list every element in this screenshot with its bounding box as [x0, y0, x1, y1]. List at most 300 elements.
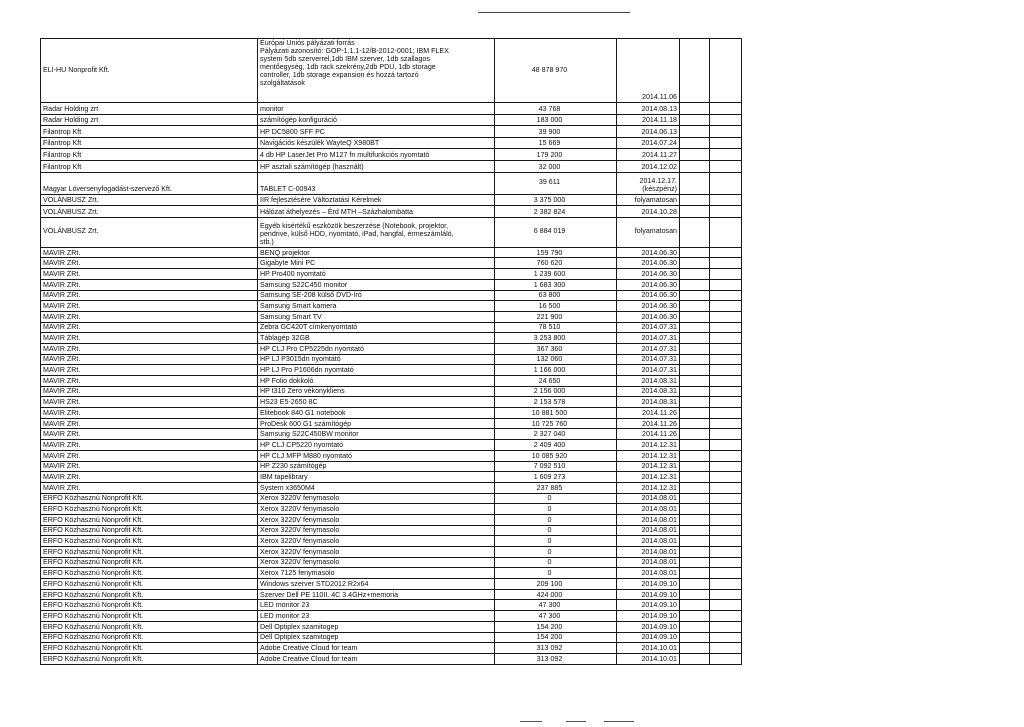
empty-cell: [680, 343, 710, 354]
desc-cell: Elitebook 840 G1 notebook: [258, 408, 495, 419]
desc-cell: monitor: [258, 103, 495, 115]
table-row: [41, 322, 742, 333]
desc-cell: Navigációs készülék WayteQ X980BT: [258, 137, 495, 149]
amount-cell: 179 200: [495, 149, 617, 161]
table-row: [41, 149, 742, 161]
amount-cell: 0: [495, 514, 617, 525]
org-cell: VOLÁNBUSZ Zrt.: [41, 194, 258, 206]
amount-cell: 2 156 000: [495, 386, 617, 397]
empty-cell: [680, 247, 710, 258]
empty-cell: [710, 525, 742, 536]
date-cell: 2014.06.30: [617, 269, 680, 280]
date-cell: 2014.12.31: [617, 482, 680, 493]
org-cell: MAVIR ZRt.: [41, 386, 258, 397]
empty-cell: [710, 472, 742, 483]
table-row: [41, 408, 742, 419]
empty-cell: [680, 653, 710, 664]
org-cell: ERFO Közhasznú Nonprofit Kft.: [41, 653, 258, 664]
org-cell: MAVIR ZRt.: [41, 376, 258, 387]
org-cell: Filantrop Kft: [41, 137, 258, 149]
desc-cell: Samsung S22C450BW monitor: [258, 429, 495, 440]
desc-line: Európai Uniós pályázati forrás: [260, 39, 355, 47]
amount-cell: 313 092: [495, 643, 617, 654]
desc-cell: TABLET C-00943: [258, 172, 495, 194]
amount-cell: 48 878 970: [495, 39, 617, 103]
empty-cell: [680, 322, 710, 333]
org-cell: ERFO Közhasznú Nonprofit Kft.: [41, 579, 258, 590]
amount-cell: 2 153 578: [495, 397, 617, 408]
org-cell: ERFO Közhasznú Nonprofit Kft.: [41, 536, 258, 547]
date-cell: 2014.12.31: [617, 472, 680, 483]
amount-cell: 313 092: [495, 653, 617, 664]
org-cell: MAVIR ZRt.: [41, 269, 258, 280]
date-cell: 2014.12.31: [617, 440, 680, 451]
date-cell: 2014.06.30: [617, 247, 680, 258]
empty-cell: [710, 643, 742, 654]
amount-cell: 10 881 500: [495, 408, 617, 419]
org-cell: Magyar Lóversenyfogadást-szervező Kft.: [41, 172, 258, 194]
date-cell: 2014.08.01: [617, 504, 680, 515]
empty-cell: [680, 333, 710, 344]
empty-cell: [680, 568, 710, 579]
desc-cell: Xerox 7125 fenymasolo: [258, 568, 495, 579]
desc-cell: Gigabyte Mini PC: [258, 258, 495, 269]
desc-line: mentőegység, 1db rack szekrény,2db PDU, 1db storage: [260, 62, 436, 71]
empty-cell: [710, 279, 742, 290]
table-row: [41, 217, 742, 247]
org-cell: MAVIR ZRt.: [41, 365, 258, 376]
date-cell: 2014.10.01: [617, 653, 680, 664]
date-cell: 2014.06.30: [617, 301, 680, 312]
empty-cell: [710, 418, 742, 429]
org-cell: ERFO Közhasznú Nonprofit Kft.: [41, 504, 258, 515]
empty-cell: [680, 547, 710, 558]
desc-cell: IIR fejlesztésére Változtatási Kérelmek: [258, 194, 495, 206]
table-row: [41, 536, 742, 547]
amount-cell: 221 900: [495, 311, 617, 322]
amount-cell: 63 800: [495, 290, 617, 301]
empty-cell: [680, 589, 710, 600]
org-cell: ERFO Közhasznú Nonprofit Kft.: [41, 547, 258, 558]
bottom-marks: [520, 721, 660, 723]
empty-cell: [680, 418, 710, 429]
empty-cell: [680, 579, 710, 590]
table-row: [41, 589, 742, 600]
org-cell: MAVIR ZRt.: [41, 258, 258, 269]
amount-cell: 24 650: [495, 376, 617, 387]
desc-cell: ProDesk 600 G1 számítógép: [258, 418, 495, 429]
org-cell: MAVIR ZRt.: [41, 333, 258, 344]
desc-cell: Dell Optiplex szamitogep: [258, 632, 495, 643]
empty-cell: [680, 643, 710, 654]
table-row: [41, 365, 742, 376]
amount-cell: 32 000: [495, 160, 617, 172]
date-cell: 2014.07.31: [617, 322, 680, 333]
empty-cell: [710, 137, 742, 149]
empty-cell: [680, 632, 710, 643]
empty-cell: [710, 653, 742, 664]
amount-cell: 1 683 300: [495, 279, 617, 290]
table-row: [41, 172, 742, 194]
org-cell: MAVIR ZRt.: [41, 290, 258, 301]
empty-cell: [680, 311, 710, 322]
date-cell: 2014.09.10: [617, 632, 680, 643]
date-cell: 2014.08.01: [617, 547, 680, 558]
amount-cell: 183 000: [495, 114, 617, 126]
desc-cell: LED monitor 23: [258, 611, 495, 622]
org-cell: MAVIR ZRt.: [41, 482, 258, 493]
amount-cell: 237 885: [495, 482, 617, 493]
table-row: [41, 258, 742, 269]
amount-cell: 1 609 273: [495, 472, 617, 483]
date-cell: 2014.11.26: [617, 408, 680, 419]
desc-cell: HP Folio dokkoló: [258, 376, 495, 387]
org-cell: MAVIR ZRt.: [41, 343, 258, 354]
amount-cell: 78 510: [495, 322, 617, 333]
date-cell: 2014.09.10: [617, 621, 680, 632]
table-row: [41, 557, 742, 568]
empty-cell: [710, 269, 742, 280]
amount-cell: 154 200: [495, 632, 617, 643]
org-cell: MAVIR ZRt.: [41, 279, 258, 290]
table-row: [41, 247, 742, 258]
org-cell: Radar Holding zrt: [41, 103, 258, 115]
date-cell: 2014.08.01: [617, 525, 680, 536]
empty-cell: [710, 290, 742, 301]
desc-cell: Xerox 3220V fenymasolo: [258, 514, 495, 525]
amount-cell: 367 360: [495, 343, 617, 354]
table-row: [41, 354, 742, 365]
amount-cell: 47 300: [495, 600, 617, 611]
desc-cell: HP CLJ MFP M880 nyomtató: [258, 450, 495, 461]
desc-cell: Xerox 3220V fenymasolo: [258, 536, 495, 547]
empty-cell: [710, 568, 742, 579]
org-cell: ERFO Közhasznú Nonprofit Kft.: [41, 600, 258, 611]
empty-cell: [680, 397, 710, 408]
empty-cell: [680, 39, 710, 103]
empty-cell: [680, 440, 710, 451]
org-cell: MAVIR ZRt.: [41, 354, 258, 365]
empty-cell: [710, 103, 742, 115]
empty-cell: [680, 279, 710, 290]
amount-cell: 424 000: [495, 589, 617, 600]
amount-cell: 0: [495, 525, 617, 536]
amount-cell: 39 900: [495, 126, 617, 138]
empty-cell: [710, 547, 742, 558]
date-cell: 2014.08.01: [617, 557, 680, 568]
org-cell: ERFO Közhasznú Nonprofit Kft.: [41, 589, 258, 600]
desc-cell: Adobe Creative Cloud for team: [258, 653, 495, 664]
date-cell: 2014.11.06: [617, 39, 680, 103]
org-cell: ERFO Közhasznú Nonprofit Kft.: [41, 611, 258, 622]
table-row: [41, 333, 742, 344]
date-cell: 2014.07.31: [617, 354, 680, 365]
table-row: [41, 653, 742, 664]
empty-cell: [710, 114, 742, 126]
org-cell: Filantrop Kft: [41, 160, 258, 172]
empty-cell: [710, 408, 742, 419]
desc-line: controller, 1db storage expansion és hozzá tartozó: [260, 70, 419, 79]
date-cell: 2014.12.02: [617, 160, 680, 172]
amount-cell: 159 790: [495, 247, 617, 258]
empty-cell: [680, 258, 710, 269]
empty-cell: [710, 376, 742, 387]
table-row: [41, 206, 742, 218]
empty-cell: [680, 621, 710, 632]
org-cell: ERFO Közhasznú Nonprofit Kft.: [41, 493, 258, 504]
table-row: [41, 547, 742, 558]
desc-line: system 5db szerverrel,1db IBM szerver, 1db szallagos: [260, 54, 430, 63]
date-cell: 2014.08.01: [617, 514, 680, 525]
desc-cell: IBM tapelibrary: [258, 472, 495, 483]
empty-cell: [710, 217, 742, 247]
empty-cell: [680, 557, 710, 568]
table-row: [41, 301, 742, 312]
desc-cell: HS23 E5-2650 8C: [258, 397, 495, 408]
table-row: [41, 279, 742, 290]
table-row: [41, 461, 742, 472]
empty-cell: [680, 611, 710, 622]
table-row: [41, 525, 742, 536]
empty-cell: [680, 149, 710, 161]
empty-cell: [710, 611, 742, 622]
amount-cell: 7 092 510: [495, 461, 617, 472]
desc-cell: LED monitor 23: [258, 600, 495, 611]
date-cell: 2014.11.26: [617, 429, 680, 440]
desc-line: stb.): [260, 237, 274, 246]
desc-cell: Hálózat áthelyezés – Érd MTH –Százhalombatta: [258, 206, 495, 218]
table-row: [41, 514, 742, 525]
date-cell: 2014.12.31: [617, 461, 680, 472]
empty-cell: [680, 429, 710, 440]
empty-cell: [710, 333, 742, 344]
amount-cell: 0: [495, 504, 617, 515]
org-cell: MAVIR ZRt.: [41, 429, 258, 440]
amount-cell: 0: [495, 568, 617, 579]
org-cell: MAVIR ZRt.: [41, 397, 258, 408]
org-cell: MAVIR ZRt.: [41, 247, 258, 258]
table-row: [41, 194, 742, 206]
empty-cell: [680, 194, 710, 206]
desc-line: pendrive, külső HDD, nyomtató, iPad, hangfal, érmeszámláló,: [260, 229, 454, 238]
org-cell: MAVIR ZRt.: [41, 472, 258, 483]
empty-cell: [710, 39, 742, 103]
org-cell: Filantrop Kft: [41, 126, 258, 138]
desc-cell: Dell Optiplex szamitogep: [258, 621, 495, 632]
empty-cell: [680, 514, 710, 525]
org-cell: VOLÁNBUSZ Zrt.: [41, 217, 258, 247]
amount-cell: 0: [495, 493, 617, 504]
desc-cell: Xerox 3220V fenymasolo: [258, 525, 495, 536]
date-cell: 2014.06.30: [617, 279, 680, 290]
empty-cell: [710, 311, 742, 322]
empty-cell: [710, 440, 742, 451]
date-cell: 2014.06.30: [617, 311, 680, 322]
empty-cell: [710, 354, 742, 365]
desc-cell: Táblagép 32GB: [258, 333, 495, 344]
empty-cell: [680, 600, 710, 611]
desc-cell: HP asztali számítógép (használt): [258, 160, 495, 172]
empty-cell: [680, 504, 710, 515]
empty-cell: [680, 290, 710, 301]
date-cell: 2014.06.30: [617, 258, 680, 269]
desc-cell: Windows szerver STD2012 R2x64: [258, 579, 495, 590]
desc-cell: HP LJ Pro P1606dn nyomtató: [258, 365, 495, 376]
empty-cell: [710, 397, 742, 408]
date-cell: folyamatosan: [617, 217, 680, 247]
amount-cell: 1 239 600: [495, 269, 617, 280]
date-cell: 2014.08.01: [617, 568, 680, 579]
date-cell: 2014.09.10: [617, 600, 680, 611]
desc-line: szolgáltatások: [260, 78, 305, 87]
org-cell: MAVIR ZRt.: [41, 322, 258, 333]
empty-cell: [710, 514, 742, 525]
org-cell: Filantrop Kft: [41, 149, 258, 161]
table-row: [41, 397, 742, 408]
amount-cell: 16 500: [495, 301, 617, 312]
org-cell: MAVIR ZRt.: [41, 418, 258, 429]
empty-cell: [710, 160, 742, 172]
empty-cell: [680, 160, 710, 172]
table-row: [41, 482, 742, 493]
empty-cell: [680, 525, 710, 536]
date-cell: 2014.11.18: [617, 114, 680, 126]
date-cell: 2014.08.31: [617, 386, 680, 397]
date-cell: 2014.07.24: [617, 137, 680, 149]
empty-cell: [680, 269, 710, 280]
date-cell: 2014.08.13: [617, 103, 680, 115]
empty-cell: [710, 589, 742, 600]
empty-cell: [710, 621, 742, 632]
desc-cell: Zebra GC420T címkenyomtató: [258, 322, 495, 333]
table-row: [41, 504, 742, 515]
desc-cell: Adobe Creative Cloud for team: [258, 643, 495, 654]
empty-cell: [680, 114, 710, 126]
org-cell: ERFO Közhasznú Nonprofit Kft.: [41, 557, 258, 568]
empty-cell: [710, 461, 742, 472]
table-row: [41, 643, 742, 654]
table-row: [41, 568, 742, 579]
amount-cell: 760 620: [495, 258, 617, 269]
empty-cell: [710, 258, 742, 269]
desc-cell: BENQ projektor: [258, 247, 495, 258]
amount-cell: 3 253 800: [495, 333, 617, 344]
empty-cell: [680, 172, 710, 194]
empty-cell: [710, 322, 742, 333]
desc-cell: Samsung SE-208 külső DVD-író: [258, 290, 495, 301]
desc-cell: HP Z230 számítógép: [258, 461, 495, 472]
table-row: [41, 126, 742, 138]
empty-cell: [680, 354, 710, 365]
org-cell: ERFO Közhasznú Nonprofit Kft.: [41, 568, 258, 579]
org-cell: ERFO Közhasznú Nonprofit Kft.: [41, 514, 258, 525]
table-row: [41, 600, 742, 611]
desc-cell: HP Pro400 nyomtató: [258, 269, 495, 280]
empty-cell: [710, 429, 742, 440]
table-row: [41, 621, 742, 632]
org-cell: MAVIR ZRt.: [41, 408, 258, 419]
date-cell: 2014.11.27: [617, 149, 680, 161]
empty-cell: [680, 472, 710, 483]
table-row: [41, 472, 742, 483]
org-cell: MAVIR ZRt.: [41, 440, 258, 451]
empty-cell: [680, 376, 710, 387]
amount-cell: 43 768: [495, 103, 617, 115]
amount-cell: 10 725 760: [495, 418, 617, 429]
amount-cell: 132 060: [495, 354, 617, 365]
amount-cell: 15 669: [495, 137, 617, 149]
table-row: [41, 137, 742, 149]
table-row: [41, 114, 742, 126]
desc-line: Egyéb kisértékű eszközök beszerzése (Notebook, projektor,: [260, 221, 449, 230]
org-cell: ERFO Közhasznú Nonprofit Kft.: [41, 643, 258, 654]
date-cell: 2014.08.31: [617, 397, 680, 408]
amount-cell: 2 409 400: [495, 440, 617, 451]
desc-line: Pályázati azonosító: GOP-1.1.1-12/B-2012-0001; IBM FLEX: [260, 46, 449, 55]
amount-cell: 10 085 920: [495, 450, 617, 461]
empty-cell: [710, 301, 742, 312]
table-row: [41, 269, 742, 280]
table-row: [41, 579, 742, 590]
amount-cell: 209 100: [495, 579, 617, 590]
date-line: 2014.12.17.: [639, 176, 677, 185]
amount-cell: 2 382 824: [495, 206, 617, 218]
date-cell: 2014.08.01: [617, 536, 680, 547]
date-cell: 2014.09.10: [617, 611, 680, 622]
table-body: [41, 39, 742, 665]
amount-cell: 154 200: [495, 621, 617, 632]
org-cell: ERFO Közhasznú Nonprofit Kft.: [41, 621, 258, 632]
desc-cell: System x3650M4: [258, 482, 495, 493]
amount-cell: 2 327 040: [495, 429, 617, 440]
table-row: [41, 493, 742, 504]
org-cell: MAVIR ZRt.: [41, 311, 258, 322]
purchase-table: [40, 38, 742, 665]
payment-note: (készpénz): [642, 184, 677, 193]
date-cell: 2014.09.10: [617, 579, 680, 590]
empty-cell: [710, 365, 742, 376]
date-cell: 2014.06.30: [617, 290, 680, 301]
date-cell: 2014.08.31: [617, 376, 680, 387]
amount-cell: 39 611: [495, 172, 617, 194]
amount-cell: 0: [495, 547, 617, 558]
date-cell: 2014.07.31: [617, 343, 680, 354]
amount-cell: 3 375 000: [495, 194, 617, 206]
amount-cell: 6 884 019: [495, 217, 617, 247]
desc-cell: HP LJ P3015dn nyomtató: [258, 354, 495, 365]
top-border-line: [478, 12, 630, 13]
empty-cell: [680, 217, 710, 247]
empty-cell: [710, 493, 742, 504]
empty-cell: [710, 126, 742, 138]
empty-cell: [710, 632, 742, 643]
table-row: [41, 290, 742, 301]
empty-cell: [710, 386, 742, 397]
amount-cell: 47 300: [495, 611, 617, 622]
table-row: [41, 386, 742, 397]
org-cell: Radar Holding zrt: [41, 114, 258, 126]
desc-cell: 4 db HP LaserJet Pro M127 fn multifunkciós nyomtató: [258, 149, 495, 161]
empty-cell: [710, 172, 742, 194]
amount-cell: 0: [495, 557, 617, 568]
empty-cell: [710, 600, 742, 611]
empty-cell: [680, 461, 710, 472]
desc-cell: HP DC5800 SFF PC: [258, 126, 495, 138]
table-row: [41, 418, 742, 429]
desc-cell: Samsung Smart kamera: [258, 301, 495, 312]
table-row: [41, 311, 742, 322]
table-row: [41, 160, 742, 172]
